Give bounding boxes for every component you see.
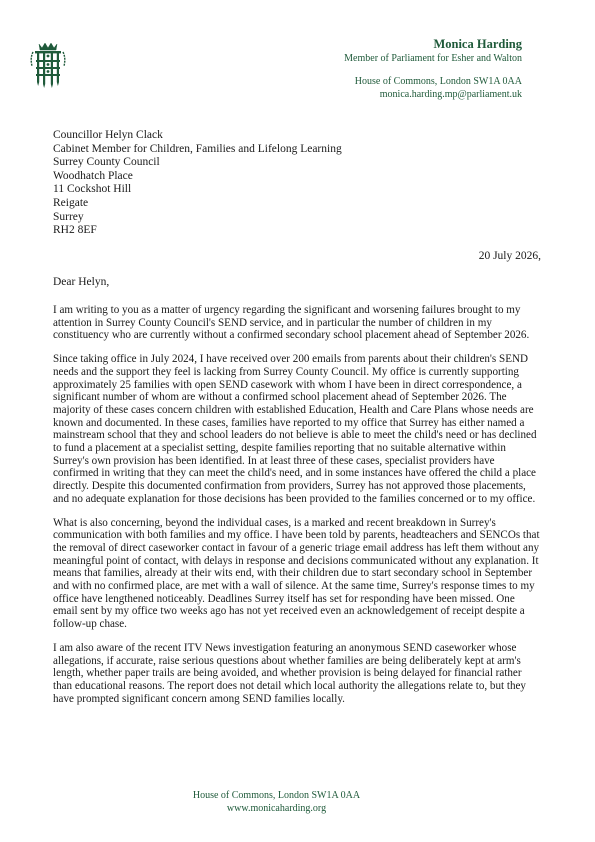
recipient-address: [53, 129, 342, 238]
mp-name: Monica Harding: [433, 37, 522, 51]
body-paragraph: What is also concerning, beyond the individual cases, is a marked and recent breakdown in Surrey's communication with both families and my office. I have been told by parents, headteachers and SENCOs that the removal of direct caseworker contact in favour of a generic triage email address has left them without any meaningful point of contact, with delays in response and decisions communicated without any explanation. It means that families, already at their wits end, with their children due to start secondary school in September and with no confirmed place, are met with a wall of silence. At the same time, Surrey's response times to my office have lengthened noticeably. Deadlines Surrey itself has set for responding have been missed. One email sent by my office two weeks ago has not yet received even an acknowledgement of receipt despite a follow-up chase.: [53, 516, 540, 631]
recipient-line: Surrey County Council: [53, 156, 160, 169]
body-paragraph: Since taking office in July 2024, I have received over 200 emails from parents about their children's SEND needs and the support they feel is lacking from Surrey County Council. My office is currently supporting approximately 25 families with open SEND casework with whom I have been in direct correspondence, a significant number of whom are without a confirmed school placement ahead of September 2026. The majority of these cases concern children with established Education, Health and Care Plans whose needs are known and documented. In these cases, families have reported to my office that Surrey has either named a mainstream school that they and school leaders do not believe is able to meet the child's need or has declined to fund a placement at a specialist setting, despite families reporting that no suitable alternative within Surrey's own provision has been identified. In at least three of these cases, specialist providers have confirmed in writing that they can meet the child's need, and in some instances have offered the child a place directly. Despite this documented confirmation from providers, Surrey has not approved those placements, and no adequate explanation for those decisions has been provided to the families concerned or to my office.: [53, 353, 537, 505]
footer-website: www.monicaharding.org: [226, 803, 327, 814]
recipient-line: Councillor Helyn Clack: [53, 129, 163, 141]
body-paragraph: I am also aware of the recent ITV News investigation featuring an anonymous SEND caseworker whose allegations, if accurate, raise serious questions about whether families are being deliberately kept at arm's length, whether paper trails are being avoided, and whether provision is being delayed for financial rather than educational reasons. The report does not detail which local authority the allegations relate to, but they have prompted significant concern among SEND families locally.: [53, 641, 526, 705]
body-paragraph: I am writing to you as a matter of urgency regarding the significant and worsening failures brought to my attention in Surrey County Council's SEND service, and in particular the number of children in my constituency who are currently without a confirmed secondary school placement ahead of September 2026.: [53, 304, 530, 342]
recipient-line: 11 Cockshot Hill: [53, 183, 132, 196]
letterhead: [344, 37, 522, 101]
recipient-line: Reigate: [53, 196, 89, 209]
letter-body: [53, 304, 542, 716]
portcullis-icon: [27, 40, 69, 88]
recipient-line: Cabinet Member for Children, Families and Lifelong Learning: [53, 142, 342, 155]
office-address: House of Commons, London SW1A 0AA: [354, 76, 522, 87]
footer: [0, 789, 553, 815]
recipient-line: Surrey: [53, 210, 84, 223]
salutation: Dear Helyn,: [53, 276, 110, 288]
office-email: monica.harding.mp@parliament.uk: [379, 89, 522, 100]
mp-role: Member of Parliament for Esher and Walton: [344, 53, 522, 64]
footer-address: House of Commons, London SW1A 0AA: [192, 790, 361, 801]
letter-date: 20 July 2026,: [478, 250, 541, 262]
recipient-line: Woodhatch Place: [53, 169, 133, 182]
recipient-line: RH2 8EF: [53, 224, 97, 237]
